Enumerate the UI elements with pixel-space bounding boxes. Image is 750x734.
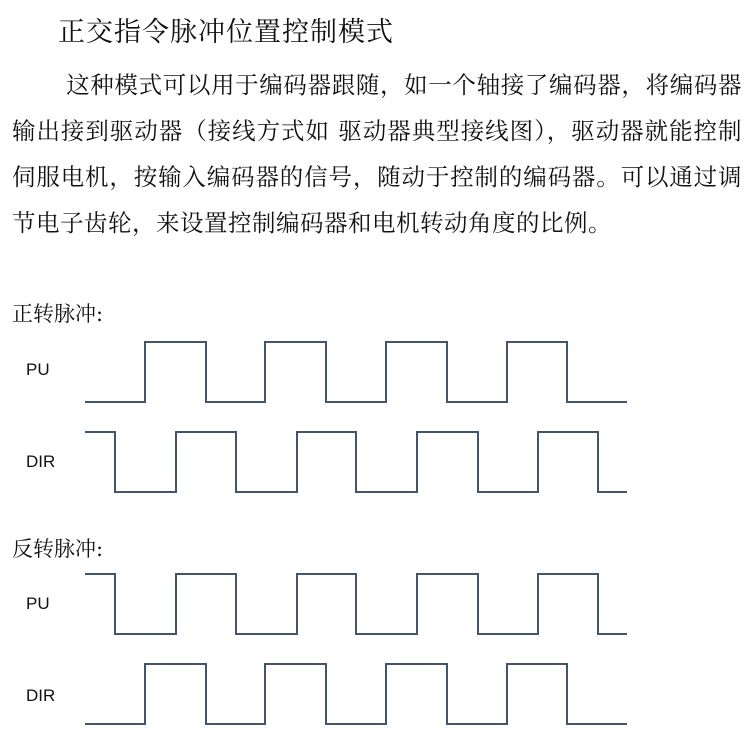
page-title: 正交指令脉冲位置控制模式 <box>58 17 394 48</box>
reverse-pu-label: PU <box>26 594 50 613</box>
forward-dir-waveform <box>85 432 627 492</box>
description-text: 这种模式可以用于编码器跟随，如一个轴接了编码器，将编码器输出接到驱动器（接线方式如 驱动器典型接线图），驱动器就能控制伺服电机，按输入编码器的信号，随动于控制的编码器。可以通过调节电子齿轮，来设置控制编码器和电机转动角度的比例。 <box>12 71 742 237</box>
forward-dir-label: DIR <box>26 452 56 471</box>
forward-pu-waveform <box>85 342 627 402</box>
forward-section-label: 正转脉冲: <box>12 302 104 326</box>
reverse-pu-waveform <box>85 574 627 634</box>
reverse-dir-waveform <box>85 664 627 724</box>
reverse-dir-label: DIR <box>26 686 56 705</box>
reverse-section-label: 反转脉冲: <box>12 537 104 561</box>
forward-pu-label: PU <box>26 360 50 379</box>
